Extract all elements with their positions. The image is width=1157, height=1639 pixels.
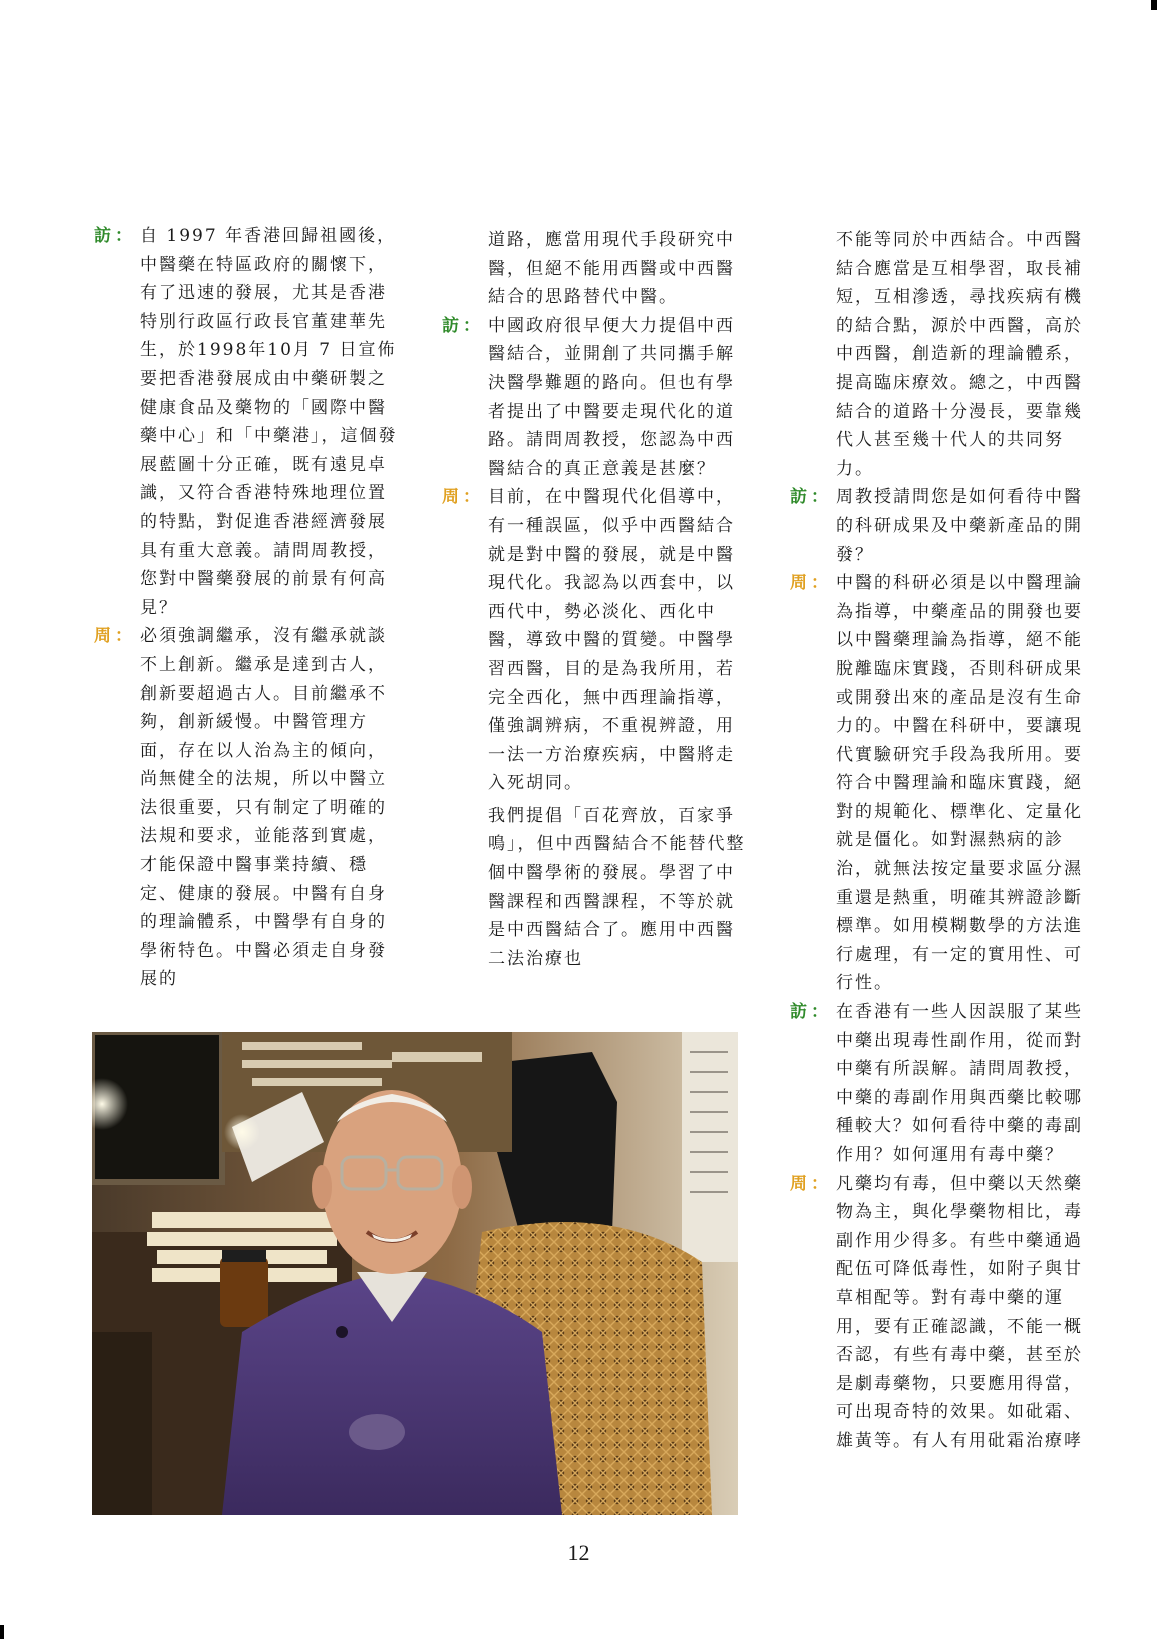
speaker-colon: ： bbox=[115, 226, 132, 246]
dialogue-paragraph bbox=[790, 569, 1095, 998]
paragraph-text: 在香港有一些人因誤服了某些中藥出現毒性副作用，從而對中藥有所誤解。請問周教授，中藥的毒副作用與西藥比較哪種較大？如何看待中藥的毒副作用？如何運用有毒中藥？ bbox=[836, 1002, 1083, 1165]
dialogue-paragraph bbox=[94, 622, 399, 994]
text-column-3 bbox=[790, 222, 1095, 1456]
speaker-name: 周 bbox=[442, 487, 459, 508]
speaker-name: 周 bbox=[94, 626, 111, 647]
speaker-zhou-label bbox=[790, 569, 828, 598]
speaker-colon: ： bbox=[811, 573, 828, 594]
speaker-zhou-label bbox=[790, 1170, 828, 1199]
continuation-paragraph bbox=[442, 802, 747, 974]
paragraph-text: 中醫的科研必須是以中醫理論為指導，中藥產品的開發也要以中醫藥理論為指導，絕不能脫離臨床實踐，否則科研成果或開發出來的產品是沒有生命力的。中醫在科研中，要讓現代實驗研究手段為我所用。要符合中醫理論和臨床實踐，絕對的規範化、標準化、定量化就是僵化。如對濕熱病的診治，就無法按定量要求區分濕重還是熱重，明確其辨證診斷標準。如用模糊數學的方法進行處理，有一定的實用性、可行性。 bbox=[836, 573, 1083, 994]
interviewer-label bbox=[94, 222, 132, 251]
dialogue-paragraph bbox=[94, 222, 399, 622]
dialogue-paragraph bbox=[442, 312, 747, 484]
interviewer-label bbox=[790, 483, 828, 512]
dialogue-paragraph bbox=[442, 483, 747, 798]
portrait-photo bbox=[92, 1032, 738, 1515]
paragraph-text: 目前，在中醫現代化倡導中，有一種誤區，似乎中西醫結合就是對中醫的發展，就是中醫現代化。我認為以西套中，以西代中，勢必淡化、西化中醫，導致中醫的質變。中醫學習西醫，目的是為我所用，若完全西化，無中西理論指導，僅強調辨病，不重視辨證，用一法一方治療疾病，中醫將走入死胡同。 bbox=[488, 487, 735, 794]
speaker-colon: ： bbox=[811, 1002, 828, 1023]
paragraph-text: 自 1997 年香港回歸祖國後，中醫藥在特區政府的關懷下，有了迅速的發展，尤其是香港特別行政區行政長官董建華先生，於1998年10月 7 日宣佈要把香港發展成由中藥研製之健康食品及藥物的「國際中醫藥中心」和「中藥港」，這個發展藍圖十分正確，既有遠見卓識，又符合香港特殊地理位置的特點，對促進香港經濟發展具有重大意義。請問周教授，您對中醫藥發展的前景有何高見？ bbox=[140, 226, 398, 618]
scan-edge-mark bbox=[1151, 0, 1157, 10]
page-number: 12 bbox=[567, 1540, 590, 1565]
dialogue-paragraph bbox=[790, 1170, 1095, 1456]
speaker-colon: ： bbox=[811, 487, 828, 508]
paragraph-text: 道路，應當用現代手段研究中醫，但絕不能用西醫或中西醫結合的思路替代中醫。 bbox=[488, 230, 735, 308]
paragraph-text: 凡藥均有毒，但中藥以天然藥物為主，與化學藥物相比，毒副作用少得多。有些中藥通過配伍可降低毒性，如附子與甘草相配等。對有毒中藥的運用，要有正確認識，不能一概否認，有些有毒中藥，甚至於是劇毒藥物，只要應用得當，可出現奇特的效果。如砒霜、雄黃等。有人有用砒霜治療哮 bbox=[836, 1173, 1083, 1451]
paragraph-text: 我們提倡「百花齊放，百家爭鳴」，但中西醫結合不能替代整個中醫學術的發展。學習了中醫課程和西醫課程，不等於就是中西醫結合了。應用中西醫二法治療也 bbox=[488, 805, 746, 969]
paragraph-text: 不能等同於中西結合。中西醫結合應當是互相學習，取長補短，互相滲透，尋找疾病有機的結合點，源於中西醫，高於中西醫，創造新的理論體系，提高臨床療效。總之，中西醫結合的道路十分漫長，要靠幾代人甚至幾十代人的共同努力。 bbox=[836, 230, 1083, 479]
scan-edge-mark bbox=[0, 1625, 4, 1639]
dialogue-paragraph bbox=[790, 483, 1095, 569]
speaker-name: 訪 bbox=[94, 226, 111, 246]
speaker-colon: ： bbox=[463, 315, 480, 336]
speaker-colon: ： bbox=[115, 626, 132, 647]
speaker-colon: ： bbox=[463, 487, 480, 508]
continuation-paragraph bbox=[790, 226, 1095, 483]
speaker-name: 訪 bbox=[442, 315, 459, 336]
paragraph-text: 周教授請問您是如何看待中醫的科研成果及中藥新產品的開發？ bbox=[836, 487, 1083, 565]
speaker-name: 訪 bbox=[790, 487, 807, 508]
text-column-1 bbox=[94, 222, 399, 994]
speaker-zhou-label bbox=[442, 483, 480, 512]
interviewer-label bbox=[790, 998, 828, 1027]
paragraph-text: 中國政府很早便大力提倡中西醫結合，並開創了共同攜手解決醫學難題的路向。但也有學者提出了中醫要走現代化的道路。請問周教授，您認為中西醫結合的真正意義是甚麼？ bbox=[488, 315, 735, 479]
speaker-colon: ： bbox=[811, 1173, 828, 1194]
interviewer-label bbox=[442, 312, 480, 341]
speaker-name: 周 bbox=[790, 1173, 807, 1194]
dialogue-paragraph bbox=[790, 998, 1095, 1170]
continuation-paragraph bbox=[442, 226, 747, 312]
speaker-name: 周 bbox=[790, 573, 807, 594]
speaker-zhou-label bbox=[94, 622, 132, 651]
text-column-2 bbox=[442, 222, 747, 973]
paragraph-text: 必須強調繼承，沒有繼承就談不上創新。繼承是達到古人，創新要超過古人。目前繼承不夠，創新緩慢。中醫管理方面，存在以人治為主的傾向，尚無健全的法規，所以中醫立法很重要，只有制定了明確的法規和要求，並能落到實處，才能保證中醫事業持續、穩定、健康的發展。中醫有自身的理論體系，中醫學有自身的學術特色。中醫必須走自身發展的 bbox=[140, 626, 387, 990]
speaker-name: 訪 bbox=[790, 1002, 807, 1023]
